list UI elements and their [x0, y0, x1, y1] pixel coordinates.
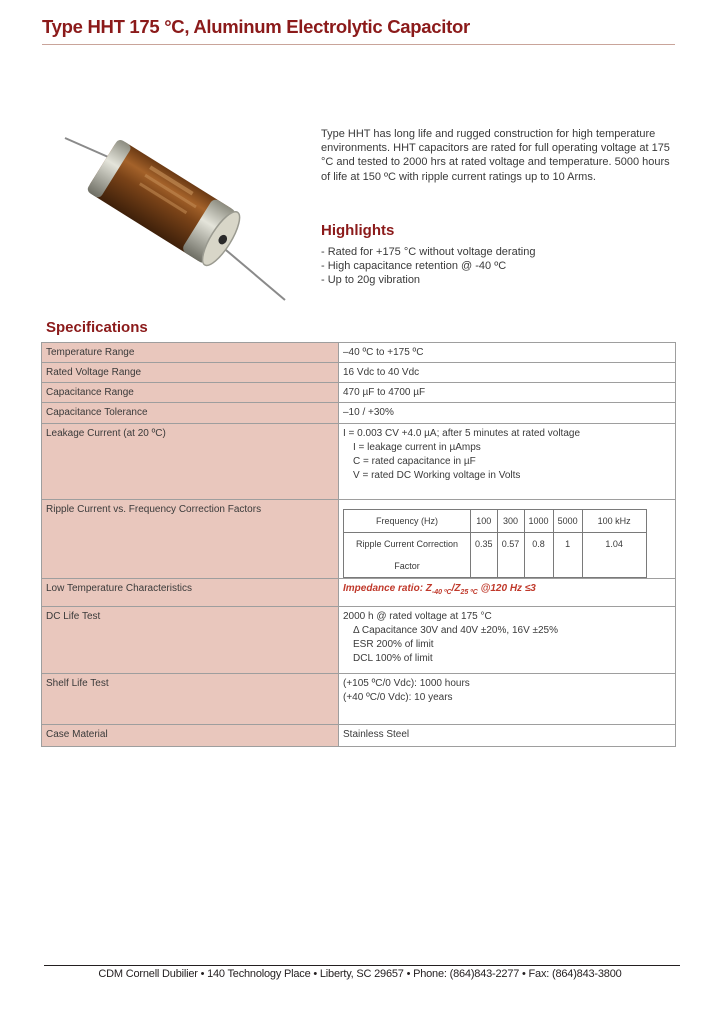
- factor-cell: 0.8: [524, 533, 553, 578]
- factor-cell: 0.35: [471, 533, 498, 578]
- spec-value: [339, 424, 676, 500]
- highlight-item: - Up to 20g vibration: [321, 274, 421, 287]
- ripple-correction-table: [343, 509, 647, 578]
- highlights-list: [321, 245, 535, 288]
- spec-value: [339, 500, 676, 579]
- spec-label: Leakage Current (at 20 ºC): [42, 424, 339, 500]
- spec-label: Shelf Life Test: [42, 674, 339, 725]
- factor-header: Ripple Current Correction Factor: [344, 533, 471, 578]
- leakage-definition: C = rated capacitance in µF: [353, 456, 476, 467]
- table-row: [42, 500, 676, 579]
- frequency-header: Frequency (Hz): [344, 510, 471, 533]
- spec-label: Low Temperature Characteristics: [42, 579, 339, 607]
- lead-wire-bottom: [220, 245, 285, 300]
- table-row: [42, 674, 676, 725]
- specifications-table: [41, 342, 676, 747]
- table-row: [42, 383, 676, 403]
- title-divider: [42, 44, 675, 45]
- frequency-cell: 300: [497, 510, 524, 533]
- capacitor-photo: [55, 120, 295, 310]
- factor-row: [344, 533, 647, 578]
- table-row: [42, 725, 676, 747]
- leakage-formula: I = 0.003 CV +4.0 µA; after 5 minutes at rated voltage: [343, 428, 581, 439]
- spec-label: Case Material: [42, 725, 339, 747]
- frequency-cell: 1000: [524, 510, 553, 533]
- spec-label: DC Life Test: [42, 607, 339, 674]
- leakage-definition: I = leakage current in µAmps: [353, 442, 481, 453]
- footer-contact: CDM Cornell Dubilier • 140 Technology Place • Liberty, SC 29657 • Phone: (864)843-2277 • Fax: (864)843-3800: [98, 968, 622, 980]
- spec-value: –10 / +30%: [339, 403, 676, 424]
- dc-life-line: Δ Capacitance 30V and 40V ±20%, 16V ±25%: [353, 625, 559, 636]
- spec-label: Temperature Range: [42, 343, 339, 363]
- spec-label: Capacitance Range: [42, 383, 339, 403]
- spec-value: 470 µF to 4700 µF: [339, 383, 676, 403]
- spec-label: Ripple Current vs. Frequency Correction Factors: [42, 500, 339, 579]
- spec-value: 16 Vdc to 40 Vdc: [339, 363, 676, 383]
- impedance-ratio: Impedance ratio: $Z_{-40 ºC}/Z_{25 ºC}$ @120 Hz ≤3: [343, 583, 536, 596]
- dc-life-line: ESR 200% of limit: [353, 639, 434, 650]
- spec-value: [339, 674, 676, 725]
- frequency-row: [344, 510, 647, 533]
- dc-life-line: DCL 100% of limit: [353, 653, 433, 664]
- factor-cell: 1: [553, 533, 582, 578]
- frequency-cell: 5000: [553, 510, 582, 533]
- frequency-cell: 100 kHz: [582, 510, 646, 533]
- factor-cell: 1.04: [582, 533, 646, 578]
- shelf-life-line: (+40 ºC/0 Vdc): 10 years: [343, 692, 453, 703]
- footer-divider: [44, 965, 680, 966]
- product-description: Type HHT has long life and rugged construction for high temperature environments. HHT capacitors are rated for full operating voltage at 175 °C and tested to 2000 hrs at rated voltage and temperature. 5000 hours of life at 150 ºC with ripple current ratings up to 10 Arms.: [321, 128, 670, 183]
- table-row: [42, 424, 676, 500]
- table-row: [42, 607, 676, 674]
- highlight-item: - Rated for +175 °C without voltage derating: [321, 246, 536, 258]
- shelf-life-line: (+105 ºC/0 Vdc): 1000 hours: [343, 678, 470, 689]
- spec-value: [339, 607, 676, 674]
- spec-value: [339, 579, 676, 607]
- spec-label: Capacitance Tolerance: [42, 403, 339, 424]
- factor-cell: 0.57: [497, 533, 524, 578]
- table-row: [42, 579, 676, 607]
- page-title: Type HHT 175 °C, Aluminum Electrolytic Capacitor: [42, 16, 470, 37]
- highlight-item: - High capacitance retention @ -40 ºC: [321, 260, 507, 273]
- leakage-definition: V = rated DC Working voltage in Volts: [353, 470, 521, 481]
- spec-label: Rated Voltage Range: [42, 363, 339, 383]
- spec-value: Stainless Steel: [339, 725, 676, 747]
- dc-life-line: 2000 h @ rated voltage at 175 °C: [343, 611, 492, 622]
- highlights-heading: Highlights: [321, 222, 395, 239]
- spec-value: –40 ºC to +175 ºC: [339, 343, 676, 363]
- table-row: [42, 343, 676, 363]
- frequency-cell: 100: [471, 510, 498, 533]
- table-row: [42, 363, 676, 383]
- specifications-heading: Specifications: [46, 319, 148, 336]
- table-row: [42, 403, 676, 424]
